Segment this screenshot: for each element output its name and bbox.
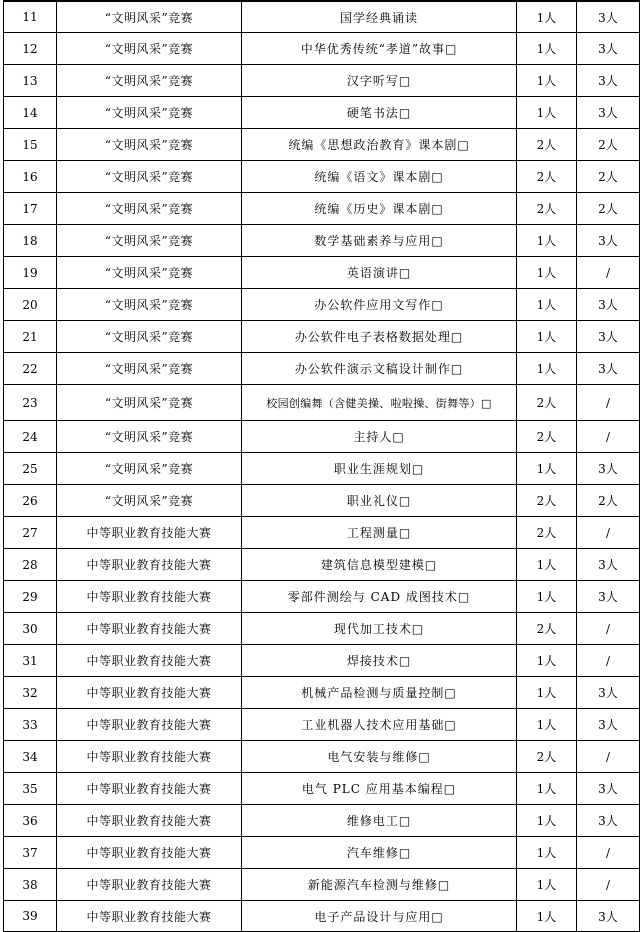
quota-b-cell: / [577,613,640,645]
item-cell: 电气 PLC 应用基本编程□ [242,773,517,805]
item-cell: 建筑信息模型建模□ [242,549,517,581]
table-row [4,65,640,97]
quota-b-cell: 3人 [577,773,640,805]
table-row [4,805,640,837]
quota-a-cell: 1人 [517,225,577,257]
quota-b-cell: 3人 [577,353,640,385]
quota-b-cell: 3人 [577,33,640,65]
quota-a-cell: 2人 [517,485,577,517]
item-cell: 职业生涯规划□ [242,453,517,485]
quota-b-cell: 3人 [577,677,640,709]
category-cell: “文明风采”竞赛 [57,33,242,65]
row-number-cell: 37 [4,837,57,869]
item-cell: 焊接技术□ [242,645,517,677]
quota-a-cell: 1人 [517,257,577,289]
category-cell: “文明风采”竞赛 [57,193,242,225]
category-cell: “文明风采”竞赛 [57,353,242,385]
quota-a-cell: 1人 [517,97,577,129]
row-number-cell: 24 [4,421,57,453]
row-number-cell: 23 [4,385,57,421]
category-cell: 中等职业教育技能大赛 [57,773,242,805]
category-cell: 中等职业教育技能大赛 [57,709,242,741]
table-body [4,1,640,932]
item-cell: 职业礼仪□ [242,485,517,517]
row-number-cell: 15 [4,129,57,161]
table-row [4,869,640,901]
quota-b-cell: / [577,837,640,869]
table-row [4,773,640,805]
quota-b-cell: 3人 [577,289,640,321]
row-number-cell: 17 [4,193,57,225]
item-cell: 汉字听写□ [242,65,517,97]
category-cell: 中等职业教育技能大赛 [57,645,242,677]
quota-a-cell: 1人 [517,453,577,485]
category-cell: 中等职业教育技能大赛 [57,741,242,773]
table-row [4,517,640,549]
table-row [4,645,640,677]
row-number-cell: 27 [4,517,57,549]
category-cell: “文明风采”竞赛 [57,257,242,289]
quota-b-cell: / [577,385,640,421]
quota-a-cell: 2人 [517,193,577,225]
table-row [4,581,640,613]
table-row [4,385,640,421]
category-cell: “文明风采”竞赛 [57,225,242,257]
quota-b-cell: 2人 [577,129,640,161]
quota-b-cell: 3人 [577,225,640,257]
category-cell: “文明风采”竞赛 [57,385,242,421]
table-row [4,129,640,161]
item-cell: 维修电工□ [242,805,517,837]
quota-a-cell: 1人 [517,549,577,581]
row-number-cell: 16 [4,161,57,193]
table-row [4,257,640,289]
row-number-cell: 22 [4,353,57,385]
quota-a-cell: 2人 [517,517,577,549]
category-cell: 中等职业教育技能大赛 [57,805,242,837]
quota-a-cell: 1人 [517,869,577,901]
row-number-cell: 12 [4,33,57,65]
category-cell: 中等职业教育技能大赛 [57,517,242,549]
row-number-cell: 18 [4,225,57,257]
item-cell: 新能源汽车检测与维修□ [242,869,517,901]
quota-b-cell: 3人 [577,97,640,129]
quota-b-cell: 3人 [577,805,640,837]
item-cell: 统编《思想政治教育》课本剧□ [242,129,517,161]
category-cell: 中等职业教育技能大赛 [57,613,242,645]
item-cell: 机械产品检测与质量控制□ [242,677,517,709]
quota-a-cell: 1人 [517,709,577,741]
table-row [4,97,640,129]
table-row [4,549,640,581]
row-number-cell: 34 [4,741,57,773]
row-number-cell: 13 [4,65,57,97]
quota-b-cell: / [577,645,640,677]
row-number-cell: 31 [4,645,57,677]
category-cell: “文明风采”竞赛 [57,129,242,161]
item-cell: 校园创编舞（含健美操、啦啦操、街舞等）□ [242,385,517,421]
category-cell: “文明风采”竞赛 [57,65,242,97]
quota-b-cell: / [577,869,640,901]
category-cell: “文明风采”竞赛 [57,453,242,485]
quota-b-cell: 3人 [577,709,640,741]
quota-b-cell: 3人 [577,453,640,485]
table-row [4,321,640,353]
quota-a-cell: 2人 [517,613,577,645]
quota-a-cell: 1人 [517,353,577,385]
item-cell: 办公软件演示文稿设计制作□ [242,353,517,385]
row-number-cell: 32 [4,677,57,709]
category-cell: 中等职业教育技能大赛 [57,901,242,932]
item-cell: 工业机器人技术应用基础□ [242,709,517,741]
row-number-cell: 21 [4,321,57,353]
table-row [4,1,640,33]
item-cell: 电子产品设计与应用□ [242,901,517,932]
category-cell: “文明风采”竞赛 [57,421,242,453]
row-number-cell: 30 [4,613,57,645]
quota-a-cell: 1人 [517,645,577,677]
row-number-cell: 33 [4,709,57,741]
table-row [4,613,640,645]
table-row [4,289,640,321]
item-cell: 办公软件应用文写作□ [242,289,517,321]
category-cell: 中等职业教育技能大赛 [57,677,242,709]
quota-b-cell: 3人 [577,901,640,932]
quota-a-cell: 2人 [517,161,577,193]
table-row [4,225,640,257]
table-row [4,837,640,869]
row-number-cell: 19 [4,257,57,289]
item-cell: 国学经典诵读 [242,1,517,33]
category-cell: “文明风采”竞赛 [57,289,242,321]
table-row [4,677,640,709]
table-row [4,709,640,741]
quota-a-cell: 1人 [517,65,577,97]
category-cell: “文明风采”竞赛 [57,485,242,517]
quota-b-cell: / [577,421,640,453]
row-number-cell: 11 [4,1,57,33]
quota-a-cell: 1人 [517,581,577,613]
item-cell: 办公软件电子表格数据处理□ [242,321,517,353]
quota-a-cell: 1人 [517,805,577,837]
quota-b-cell: 3人 [577,321,640,353]
item-cell: 主持人□ [242,421,517,453]
category-cell: 中等职业教育技能大赛 [57,549,242,581]
item-cell: 电气安装与维修□ [242,741,517,773]
item-cell: 统编《语文》课本剧□ [242,161,517,193]
quota-a-cell: 2人 [517,741,577,773]
quota-a-cell: 1人 [517,677,577,709]
row-number-cell: 28 [4,549,57,581]
item-cell: 工程测量□ [242,517,517,549]
quota-b-cell: 3人 [577,549,640,581]
table-row [4,741,640,773]
quota-a-cell: 1人 [517,1,577,33]
quota-a-cell: 2人 [517,385,577,421]
quota-a-cell: 1人 [517,321,577,353]
item-cell: 零部件测绘与 CAD 成图技术□ [242,581,517,613]
category-cell: “文明风采”竞赛 [57,161,242,193]
quota-a-cell: 1人 [517,901,577,932]
category-cell: “文明风采”竞赛 [57,1,242,33]
item-cell: 英语演讲□ [242,257,517,289]
category-cell: “文明风采”竞赛 [57,97,242,129]
quota-b-cell: 2人 [577,485,640,517]
item-cell: 数学基础素养与应用□ [242,225,517,257]
item-cell: 中华优秀传统“孝道”故事□ [242,33,517,65]
quota-a-cell: 2人 [517,421,577,453]
quota-b-cell: / [577,517,640,549]
table-row [4,453,640,485]
quota-a-cell: 1人 [517,289,577,321]
quota-a-cell: 1人 [517,33,577,65]
table-row [4,193,640,225]
item-cell: 统编《历史》课本剧□ [242,193,517,225]
category-cell: 中等职业教育技能大赛 [57,869,242,901]
quota-b-cell: 3人 [577,65,640,97]
row-number-cell: 36 [4,805,57,837]
row-number-cell: 25 [4,453,57,485]
table-row [4,485,640,517]
row-number-cell: 14 [4,97,57,129]
category-cell: 中等职业教育技能大赛 [57,581,242,613]
quota-a-cell: 1人 [517,773,577,805]
row-number-cell: 39 [4,901,57,932]
competition-table [3,0,640,932]
category-cell: 中等职业教育技能大赛 [57,837,242,869]
category-cell: “文明风采”竞赛 [57,321,242,353]
item-cell: 硬笔书法□ [242,97,517,129]
row-number-cell: 20 [4,289,57,321]
quota-b-cell: / [577,741,640,773]
row-number-cell: 29 [4,581,57,613]
item-cell: 汽车维修□ [242,837,517,869]
row-number-cell: 26 [4,485,57,517]
quota-a-cell: 1人 [517,837,577,869]
quota-b-cell: 3人 [577,581,640,613]
competition-table-container [3,0,639,932]
table-row [4,33,640,65]
quota-b-cell: 2人 [577,161,640,193]
row-number-cell: 35 [4,773,57,805]
quota-b-cell: / [577,257,640,289]
table-row [4,421,640,453]
table-row [4,901,640,932]
quota-b-cell: 2人 [577,193,640,225]
quota-b-cell: 3人 [577,1,640,33]
quota-a-cell: 2人 [517,129,577,161]
table-row [4,161,640,193]
row-number-cell: 38 [4,869,57,901]
item-cell: 现代加工技术□ [242,613,517,645]
table-row [4,353,640,385]
